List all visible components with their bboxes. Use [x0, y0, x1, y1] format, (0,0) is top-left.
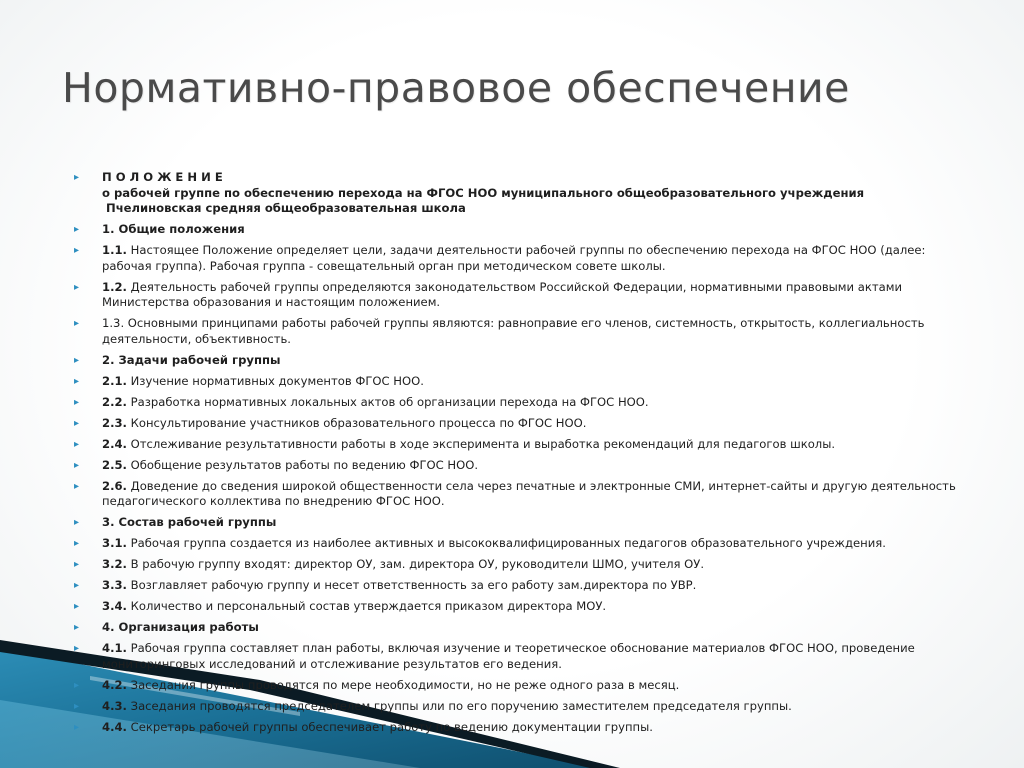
- item-number: 2.2.: [102, 394, 127, 409]
- bullet-arrow-icon: ▸: [74, 517, 80, 529]
- list-item: [74, 536, 964, 552]
- section-heading-1: [74, 222, 964, 238]
- item-text: Возглавляет рабочую группу и несет ответственность за его работу зам.директора по УВР.: [126, 578, 697, 593]
- list-item: [74, 720, 964, 736]
- item-number: 2.4.: [102, 436, 127, 451]
- item-text: Обобщение результатов работы по ведению ФГОС НОО.: [126, 457, 479, 472]
- item-number: 1.1.: [102, 243, 127, 258]
- item-number: 2.6.: [102, 478, 127, 493]
- bullet-arrow-icon: ▸: [74, 538, 80, 550]
- item-text: Секретарь рабочей группы обеспечивает работу по ведению документации группы.: [126, 719, 653, 734]
- section-heading-4: [74, 620, 964, 636]
- slide-title: Нормативно-правовое обеспечение: [62, 64, 850, 112]
- item-text: Отслеживание результативности работы в ходе эксперимента и выработка рекомендаций для педагогов школы.: [126, 436, 836, 451]
- item-text: Заседания проводятся председателем группы или по его поручению заместителем председателя группы.: [126, 698, 792, 713]
- item-number: 3.3.: [102, 578, 127, 593]
- school-name: Пчелиновская средняя общеобразовательная школа: [106, 201, 466, 216]
- list-item: [74, 243, 964, 274]
- list-item: [74, 641, 964, 672]
- bullet-arrow-icon: ▸: [74, 354, 80, 366]
- bullet-arrow-icon: ▸: [74, 643, 80, 655]
- item-number: 2.3.: [102, 415, 127, 430]
- list-item: [74, 578, 964, 594]
- document-subheading: о рабочей группе по обеспечению перехода на ФГОС НОО муниципального общеобразовательного учреждения: [102, 185, 865, 200]
- item-text: В рабочую группу входят: директор ОУ, зам. директора ОУ, руководители ШМО, учителя ОУ.: [126, 557, 705, 572]
- item-number: 3.2.: [102, 557, 127, 572]
- bullet-arrow-icon: ▸: [74, 224, 80, 236]
- item-number: 2.5.: [102, 457, 127, 472]
- section-heading-2: [74, 353, 964, 369]
- item-number: 1.2.: [102, 279, 127, 294]
- bullet-list: [74, 170, 964, 741]
- item-text: 1.3. Основными принципами работы рабочей группы являются: равноправие его членов, системность, открытость, коллегиальность деятельности, объективность.: [102, 316, 925, 346]
- item-text: Количество и персональный состав утверждается приказом директора МОУ.: [126, 599, 607, 614]
- bullet-arrow-icon: ▸: [74, 480, 80, 492]
- section-heading-text: 1. Общие положения: [102, 222, 245, 237]
- list-item: [74, 170, 964, 217]
- item-text: Настоящее Положение определяет цели, задачи деятельности рабочей группы по обеспечению перехода на ФГОС НОО (далее: рабочая группа). Рабочая группа - совещательный орган при методическом совете школы.: [102, 243, 926, 273]
- bullet-arrow-icon: ▸: [74, 172, 80, 183]
- list-item: [74, 678, 964, 694]
- item-text: Деятельность рабочей группы определяются законодательством Российской Федерации, нормативными правовыми актами Министерства образования и настоящим положением.: [102, 279, 903, 310]
- list-item: [74, 280, 964, 311]
- item-text: Рабочая группа составляет план работы, включая изучение и теоретическое обоснование материалов ФГОС НОО, проведение мониторинговых исследований и отслеживание результатов его ведения.: [102, 641, 915, 671]
- bullet-arrow-icon: ▸: [74, 318, 80, 330]
- bullet-arrow-icon: ▸: [74, 721, 80, 733]
- item-text: Доведение до сведения широкой общественности села через печатные и электронные СМИ, интернет-сайты и другую деятельность педагогического коллектива по внедрению ФГОС НОО.: [102, 478, 956, 509]
- bullet-arrow-icon: ▸: [74, 281, 80, 293]
- list-item: [74, 416, 964, 432]
- bullet-arrow-icon: ▸: [74, 245, 80, 257]
- item-number: 4.3.: [102, 698, 127, 713]
- list-item: [74, 557, 964, 573]
- item-text: Разработка нормативных локальных актов об организации перехода на ФГОС НОО.: [126, 394, 649, 409]
- list-item: [74, 479, 964, 510]
- item-number: 3.1.: [102, 536, 127, 551]
- item-number: 3.4.: [102, 599, 127, 614]
- item-text: Заседания группы проводятся по мере необходимости, но не реже одного раза в месяц.: [126, 677, 680, 692]
- item-text: Изучение нормативных документов ФГОС НОО.: [126, 373, 424, 388]
- item-text: Рабочая группа создается из наиболее активных и высококвалифицированных педагогов образовательного учреждения.: [126, 536, 886, 551]
- bullet-arrow-icon: ▸: [74, 459, 80, 471]
- list-item: [74, 374, 964, 390]
- bullet-arrow-icon: ▸: [74, 417, 80, 429]
- bullet-arrow-icon: ▸: [74, 559, 80, 571]
- bullet-arrow-icon: ▸: [74, 622, 80, 634]
- document-heading: П О Л О Ж Е Н И Е: [102, 170, 223, 184]
- list-item: [74, 395, 964, 411]
- bullet-arrow-icon: ▸: [74, 375, 80, 387]
- list-item: [74, 699, 964, 715]
- list-item: [74, 458, 964, 474]
- bullet-arrow-icon: ▸: [74, 580, 80, 592]
- bullet-arrow-icon: ▸: [74, 438, 80, 450]
- bullet-arrow-icon: ▸: [74, 679, 80, 691]
- item-number: 4.4.: [102, 719, 127, 734]
- item-number: 2.1.: [102, 373, 127, 388]
- section-heading-text: 4. Организация работы: [102, 620, 259, 635]
- list-item: [74, 316, 964, 347]
- item-number: 4.2.: [102, 677, 127, 692]
- list-item: [74, 599, 964, 615]
- bullet-arrow-icon: ▸: [74, 601, 80, 613]
- item-text: Консультирование участников образовательного процесса по ФГОС НОО.: [126, 415, 587, 430]
- bullet-arrow-icon: ▸: [74, 700, 80, 712]
- bullet-arrow-icon: ▸: [74, 396, 80, 408]
- section-heading-text: 3. Состав рабочей группы: [102, 515, 277, 530]
- item-number: 4.1.: [102, 641, 127, 656]
- section-heading-3: [74, 515, 964, 531]
- section-heading-text: 2. Задачи рабочей группы: [102, 352, 281, 367]
- list-item: [74, 437, 964, 453]
